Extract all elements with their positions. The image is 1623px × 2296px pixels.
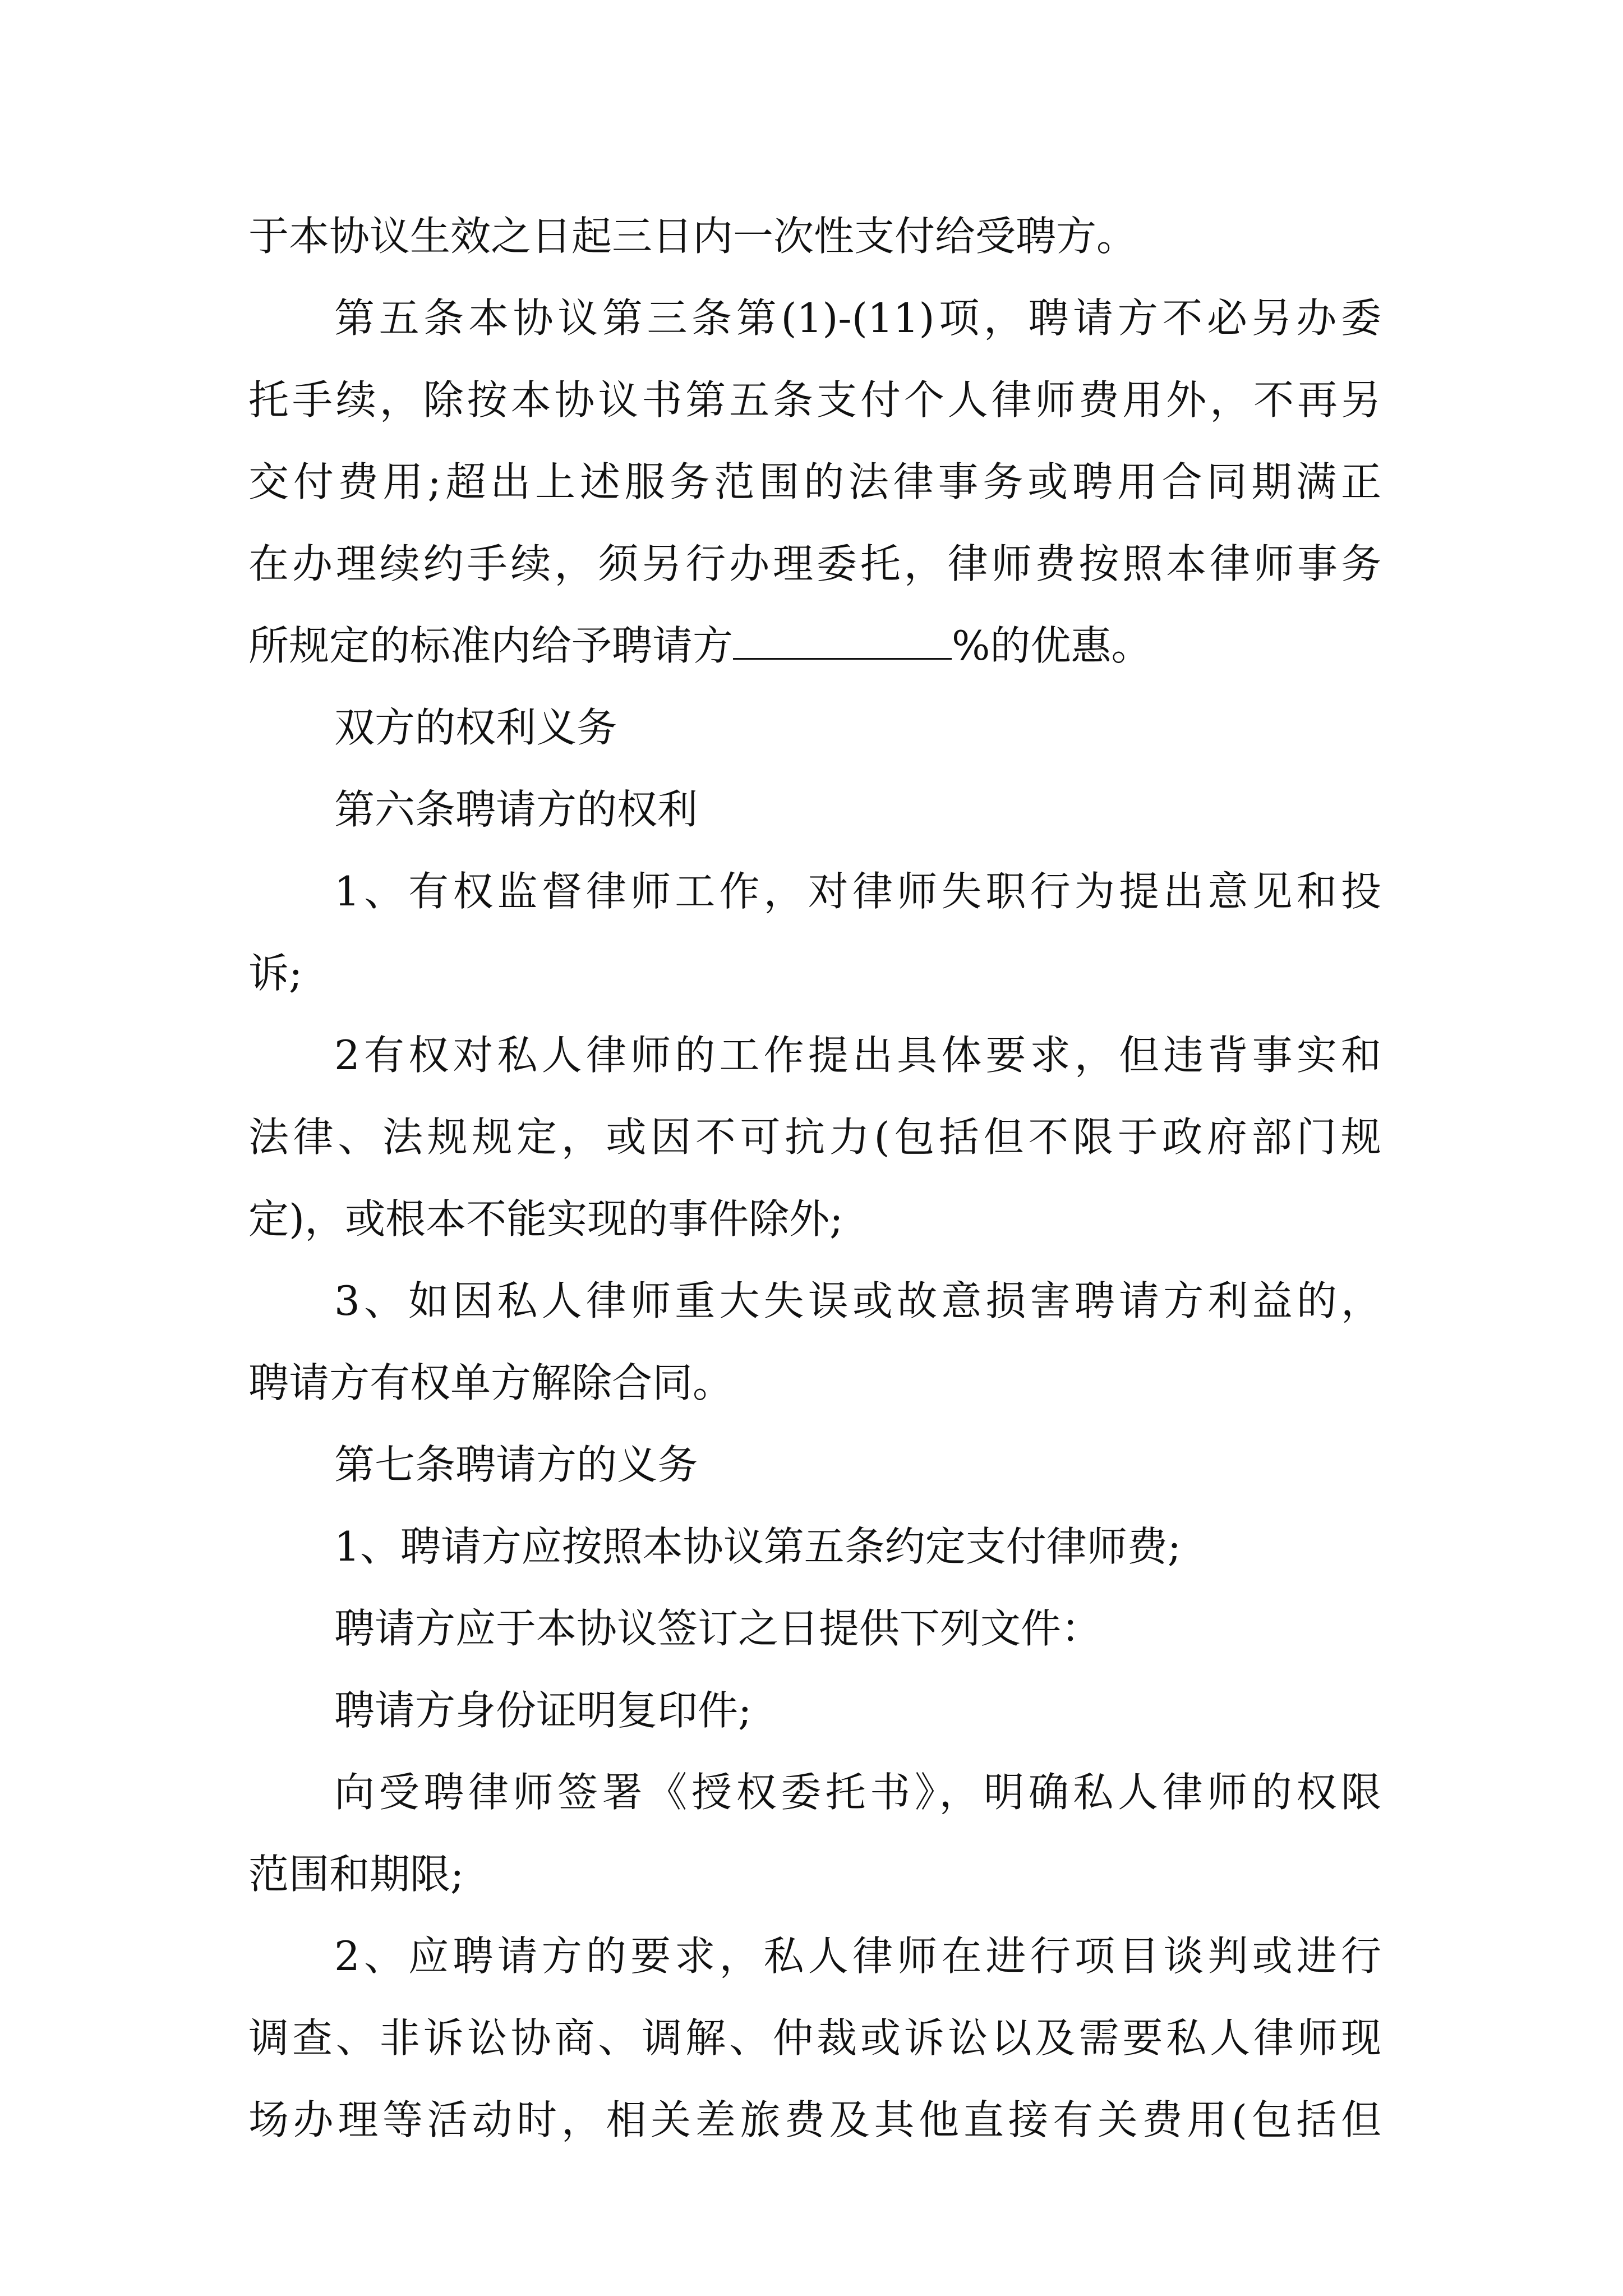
text-line: 向受聘律师签署《授权委托书》，明确私人律师的权限 — [334, 1769, 1381, 1816]
text-line: 第五条本协议第三条第(1)-(11)项，聘请方不必另办委 — [334, 295, 1381, 342]
section-heading: 双方的权利义务 — [334, 704, 617, 751]
text-line: 调查、非诉讼协商、调解、仲裁或诉讼以及需要私人律师现 — [248, 2014, 1381, 2062]
text-line: 聘请方应于本协议签订之日提供下列文件： — [334, 1605, 1102, 1652]
text-line: 场办理等活动时，相关差旅费及其他直接有关费用(包括但 — [248, 2096, 1381, 2143]
text-line: 3、如因私人律师重大失误或故意损害聘请方利益的， — [334, 1277, 1381, 1324]
text-line: 范围和期限; — [248, 1851, 464, 1898]
fill-in-blank — [733, 619, 952, 660]
text-segment: 所规定的标准内给予聘请方 — [248, 622, 734, 669]
article-heading: 第七条聘请方的义务 — [334, 1441, 698, 1488]
text-segment: %的优惠。 — [952, 622, 1152, 669]
text-line: 在办理续约手续，须另行办理委托，律师费按照本律师事务 — [248, 540, 1381, 587]
text-line: 交付费用;超出上述服务范围的法律事务或聘用合同期满正 — [248, 458, 1381, 505]
text-line-with-blank — [248, 609, 1381, 682]
text-line: 聘请方身份证明复印件; — [334, 1687, 752, 1734]
text-line: 诉; — [248, 950, 303, 997]
text-line: 1、聘请方应按照本协议第五条约定支付律师费; — [334, 1523, 1182, 1570]
text-line: 1、有权监督律师工作，对律师失职行为提出意见和投 — [334, 868, 1381, 915]
text-line: 2、应聘请方的要求，私人律师在进行项目谈判或进行 — [334, 1932, 1381, 1980]
text-line: 托手续，除按本协议书第五条支付个人律师费用外，不再另 — [248, 376, 1381, 424]
text-line: 于本协议生效之日起三日内一次性支付给受聘方。 — [248, 213, 1137, 260]
text-line: 聘请方有权单方解除合同。 — [248, 1359, 734, 1406]
text-line: 法律、法规规定，或因不可抗力(包括但不限于政府部门规 — [248, 1114, 1381, 1161]
article-heading: 第六条聘请方的权利 — [334, 786, 698, 833]
text-line: 定)，或根本不能实现的事件除外; — [248, 1195, 843, 1243]
text-line: 2有权对私人律师的工作提出具体要求，但违背事实和 — [334, 1032, 1381, 1079]
